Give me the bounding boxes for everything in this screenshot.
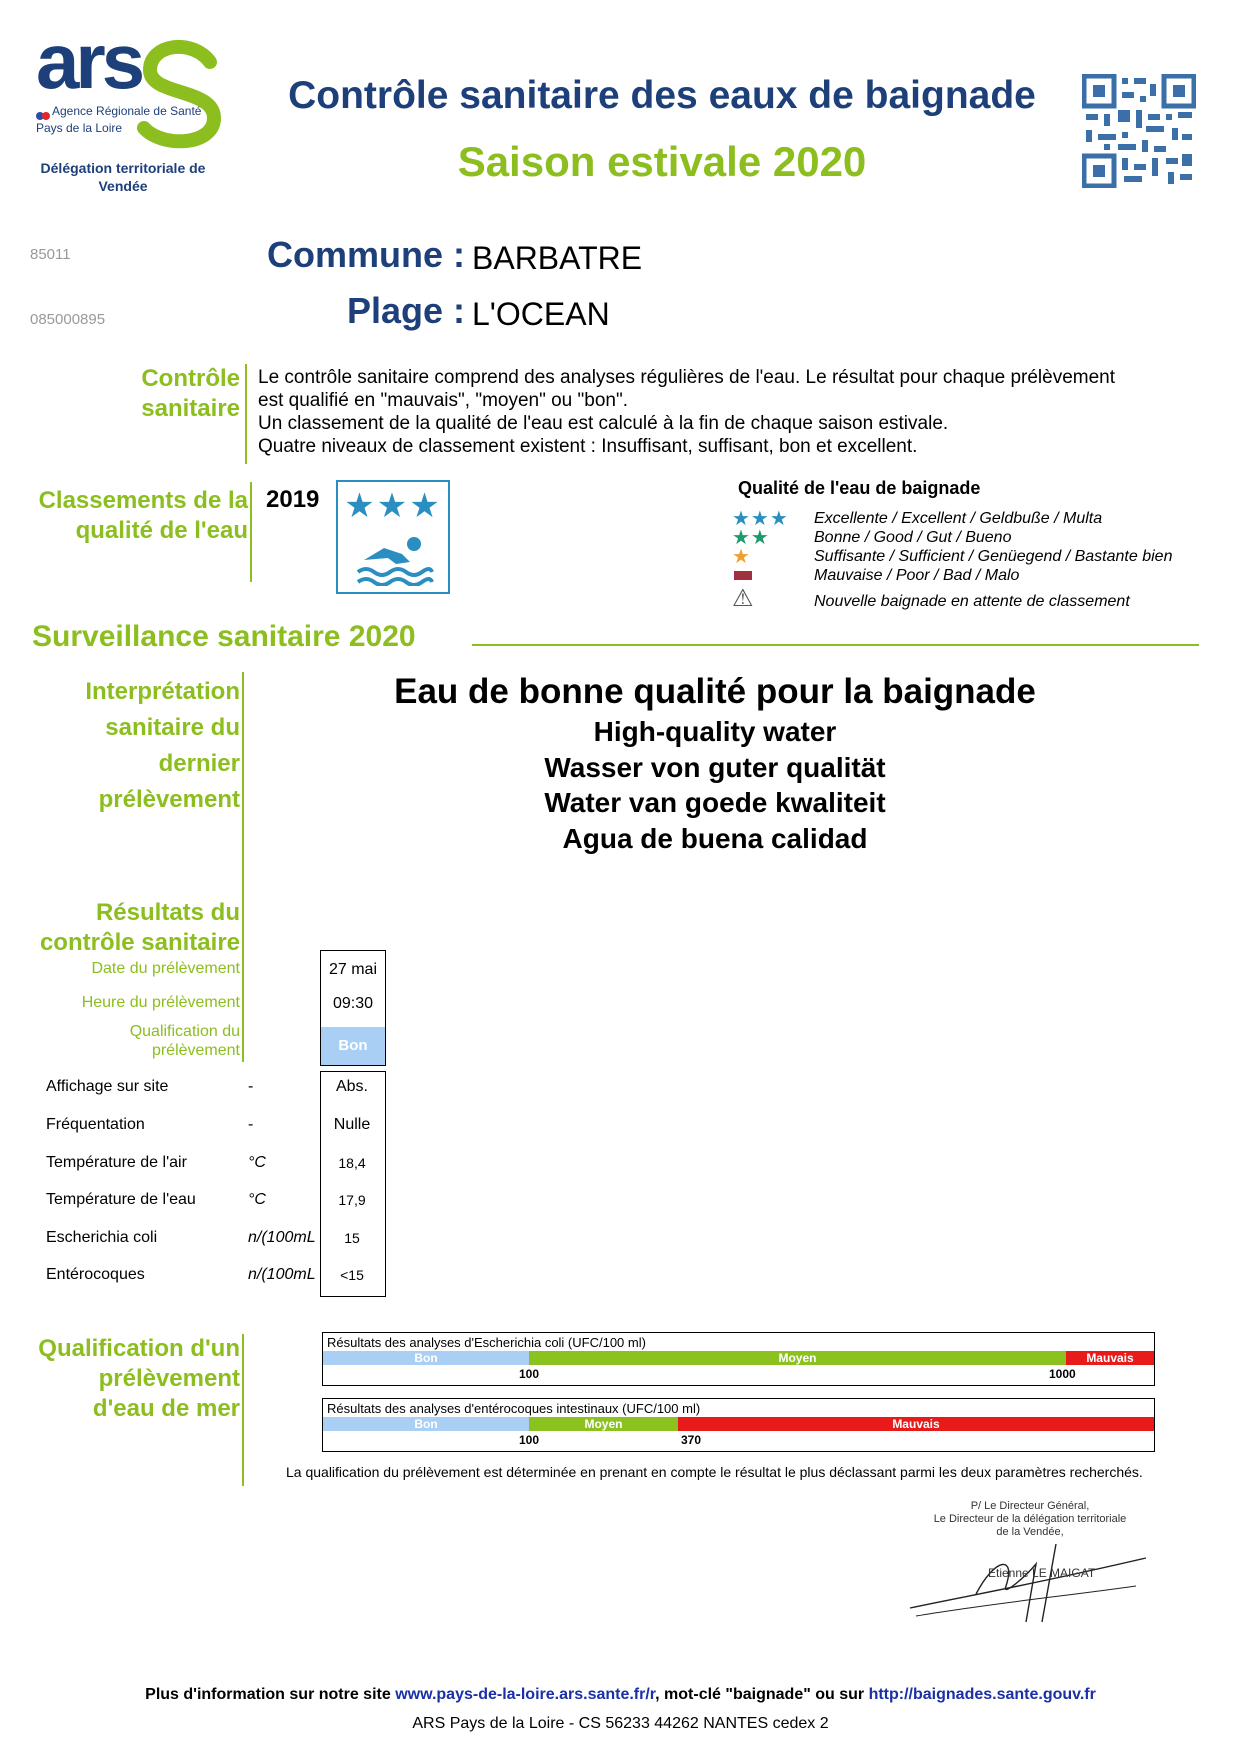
interpretation-nl: Water van goede kwaliteit [544,787,886,818]
classement-label-line1: Classements de la [38,487,248,514]
controle-line3: Un classement de la qualité de l'eau est calculé à la fin de chaque saison estivale. [258,413,949,434]
legend-excellent: Excellente / Excellent / Geldbuße / Multa [814,510,1103,527]
entero-scale-title: Résultats des analyses d'entérocoques intestinaux (UFC/100 ml) [327,1401,701,1416]
param-value: 18,4 [338,1155,366,1171]
param-row-temp-eau [46,1191,386,1221]
commune-code: 85011 [30,246,71,263]
plage-label: Plage : [346,290,465,331]
interpretation-es: Agua de buena calidad [562,823,868,854]
ecoli-mauvais-segment: Mauvais [1066,1351,1154,1365]
resultats-box [320,950,386,1066]
interpretation-label-line2: sanitaire du [105,714,240,741]
classement-label [20,486,248,546]
param-unit: - [248,1078,254,1095]
param-name: Fréquentation [46,1116,145,1133]
qualification-label-line3: d'eau de mer [92,1395,240,1422]
legend-suffisante: Suffisante / Sufficient / Genüegend / Bastante bien [814,548,1173,565]
legend-icon-suffisante: ★ [732,546,750,568]
entero-tick-370: 370 [681,1433,702,1447]
footer-info [0,1686,1241,1704]
controle-label-line2: sanitaire [141,395,240,422]
ecoli-tick-100: 100 [519,1367,540,1381]
legend-nouvelle: Nouvelle baignade en attente de classement [814,593,1130,610]
param-unit: - [248,1116,254,1133]
resultats-label [20,898,240,958]
param-row-ecoli [46,1229,386,1259]
interpretation-en: High-quality water [593,716,837,747]
interpretation-label-line1: Interprétation [85,678,240,705]
signature-line1: P/ Le Directeur Général, [970,1500,1090,1512]
ecoli-scale [322,1332,1155,1386]
legend-bonne: Bonne / Good / Gut / Bueno [814,529,1012,546]
param-row-frequentation [46,1116,386,1146]
commune-label: Commune : [267,234,465,275]
qualif-value: Bon [321,1027,385,1065]
param-value: <15 [340,1267,364,1283]
interpretation-fr: Eau de bonne qualité pour la baignade [394,672,1036,711]
controle-line4: Quatre niveaux de classement existent : Insuffisant, suffisant, bon et excellent. [258,436,918,457]
qualif-label-line1: Qualification du [129,1023,240,1040]
footer-address: ARS Pays de la Loire - CS 56233 44262 NANTES cedex 2 [412,1715,829,1732]
param-value: Nulle [333,1116,371,1133]
classement-label-line2: qualité de l'eau [75,517,248,544]
date-value: 27 mai [328,961,378,978]
footer-middle: , mot-clé "baignade" ou sur [655,1686,869,1703]
qualif-label-line2: prélèvement [151,1042,240,1059]
heure-value: 09:30 [332,995,374,1012]
classement-divider [250,482,252,582]
qr-code [1082,74,1196,188]
surveillance-rule [472,644,1199,646]
signature-block [900,1500,1160,1539]
commune-value: BARBATRE [472,240,643,276]
legend-icon-warning: ⚠ [732,585,754,612]
param-value: Abs. [335,1078,368,1095]
date-label: Date du prélèvement [91,960,240,977]
interpretation-de: Wasser von guter qualität [544,752,886,783]
param-unit: n/(100mL [248,1266,316,1283]
controle-label [40,364,240,424]
signature-line2: Le Directeur de la délégation territoriale [933,1513,1127,1525]
interpretation-divider [242,672,244,1062]
logo-region: Pays de la Loire [36,121,123,135]
ecoli-bon-segment: Bon [323,1351,529,1365]
controle-line1: Le contrôle sanitaire comprend des analyses régulières de l'eau. Le résultat pour chaque prélèvement [258,367,1116,388]
page-subtitle: Saison estivale 2020 [457,138,867,185]
entero-mauvais-segment: Mauvais [678,1417,1154,1431]
ecoli-tick-1000: 1000 [1049,1367,1076,1381]
param-name: Affichage sur site [46,1078,169,1095]
surveillance-title: Surveillance sanitaire 2020 [32,620,416,653]
entero-bon-segment: Bon [323,1417,529,1431]
entero-moyen-segment: Moyen [529,1417,678,1431]
param-name: Température de l'air [46,1154,187,1171]
qualification-note: La qualification du prélèvement est déterminée en prenant en compte le résultat le plus déclassant parmi les deux paramètres recherchés. [286,1464,1143,1480]
logo-text: ars [36,17,142,105]
qualification-label-line2: prélèvement [98,1365,240,1392]
legend-mauvaise: Mauvaise / Poor / Bad / Malo [814,567,1020,584]
classement-badge [336,480,450,594]
qualification-label-line1: Qualification d'un [38,1335,240,1362]
controle-divider [245,364,247,464]
footer-site-ars-link[interactable]: www.pays-de-la-loire.ars.sante.fr/r [395,1686,656,1703]
param-unit: n/(100mL [248,1229,316,1246]
entero-scale [322,1398,1155,1452]
param-unit: °C [248,1191,266,1208]
classement-year: 2019 [266,486,320,513]
controle-line2: est qualifié en "mauvais", "moyen" ou "bon". [258,390,628,411]
page-title: Contrôle sanitaire des eaux de baignade [288,74,1036,117]
ecoli-scale-title: Résultats des analyses d'Escherichia coli (UFC/100 ml) [327,1335,646,1350]
param-row-temp-air [46,1154,386,1184]
ecoli-moyen-segment: Moyen [529,1351,1066,1365]
signature-line3: de la Vendée, [996,1526,1064,1538]
plage-value: L'OCEAN [472,296,610,332]
param-value: 17,9 [338,1192,366,1208]
param-value: 15 [344,1230,360,1246]
swimmer-icon [354,534,434,586]
param-name: Entérocoques [46,1266,145,1283]
param-row-enterocoques [46,1266,386,1296]
signature-name: Etienne LE MAIGAT [988,1566,1096,1580]
delegation: Délégation territoriale de Vendée [40,160,206,194]
resultats-label-line2: contrôle sanitaire [39,929,240,956]
interpretation-label [40,674,240,818]
param-unit: °C [248,1154,266,1171]
signature-scribble [906,1536,1156,1626]
qualif-label [20,1022,240,1060]
logo-agence: Agence Régionale de Santé [52,104,202,118]
footer-prefix: Plus d'information sur notre site [145,1686,396,1703]
plage-code: 085000895 [30,311,106,328]
legend-icon-mauvaise [734,571,752,580]
qualification-divider [242,1334,244,1486]
qualification-label [20,1334,240,1424]
param-name: Escherichia coli [46,1229,158,1246]
param-row-affichage [46,1078,386,1108]
entero-tick-100: 100 [519,1433,540,1447]
interpretation-label-line4: prélèvement [98,786,240,813]
legend-icon-bonne: ★★ [732,527,770,549]
interpretation-label-line3: dernier [158,750,240,777]
badge-stars-icon: ★★★ [344,487,442,525]
param-name: Température de l'eau [46,1191,196,1208]
flag-icon [36,107,50,115]
controle-text [258,366,1198,458]
legend-title: Qualité de l'eau de baignade [738,478,981,498]
resultats-label-line1: Résultats du [95,899,240,926]
footer-site-baignades-link[interactable]: http://baignades.sante.gouv.fr [868,1686,1096,1703]
legend-icon-excellent: ★★★ [732,508,789,530]
heure-label: Heure du prélèvement [81,994,240,1011]
controle-label-line1: Contrôle [141,365,240,392]
